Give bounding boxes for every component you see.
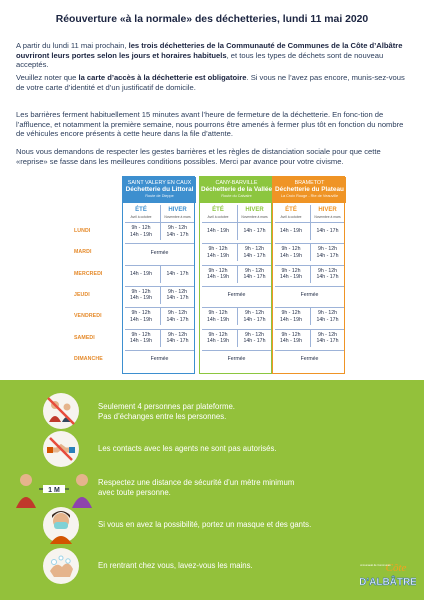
safety-rule-text: Si vous en avez la possibilité, portez un masque et des gants. [98, 520, 312, 529]
cell-divider [237, 266, 238, 283]
svg-text:Côte: Côte [385, 562, 407, 574]
schedule-cell [160, 308, 196, 325]
hours-line: 14h - 17h [166, 295, 189, 302]
schedule-cell [273, 244, 309, 261]
schedule-cell [310, 223, 346, 240]
column-divider [237, 205, 238, 223]
hours-line: 14h - 19h [280, 316, 302, 323]
safety-rule-text: En rentrant chez vous, lavez-vous les mains. [98, 561, 253, 570]
schedule-cell-closed: Fermée [150, 249, 169, 256]
season-label: ÉTÉ [135, 207, 147, 213]
column-divider [310, 205, 311, 223]
hours-line: 14h - 19h [280, 228, 302, 235]
season-label: ÉTÉ [285, 207, 297, 213]
hand-washing-icon [42, 547, 80, 590]
schedule-cell [123, 308, 159, 325]
schedule-cell [123, 223, 159, 240]
schedule-cell-closed: Fermée [300, 356, 319, 363]
svg-text:Communauté de Communes: Communauté de Communes [360, 564, 391, 567]
schedule-cell [160, 266, 196, 283]
cell-divider [160, 308, 161, 325]
hours-line: 9h - 12h [167, 310, 188, 317]
hours-line: 14h - 19h [207, 252, 229, 259]
hours-line: 9h - 12h [244, 246, 265, 253]
cell-divider [237, 244, 238, 261]
season-months: Novembre à mars [164, 214, 191, 219]
cell-divider [237, 223, 238, 240]
season-header [237, 205, 273, 223]
schedule-cell [200, 266, 236, 283]
hours-line: 9h - 12h [281, 331, 301, 338]
season-months: Avril à octobre [280, 214, 302, 219]
season-label: HIVER [245, 207, 264, 213]
hours-line: 14h - 19h [207, 274, 229, 281]
cell-divider [310, 266, 311, 283]
schedule-cell [123, 330, 159, 347]
hours-line: 9h - 12h [317, 310, 338, 317]
cell-divider [310, 330, 311, 347]
season-header [200, 205, 236, 223]
season-months: Novembre à mars [241, 214, 268, 219]
logo-mark [360, 560, 416, 592]
hours-line: 14h - 19h [130, 270, 152, 277]
schedule-cell [273, 308, 309, 325]
hours-line: 14h - 17h [316, 338, 339, 344]
hours-line: 14h - 17h [166, 338, 189, 344]
day-label: VENDREDI [74, 313, 102, 320]
site-address: Route de Dieppe [145, 193, 174, 198]
season-header [273, 205, 309, 223]
schedule-cell [237, 223, 273, 240]
day-label: LUNDI [74, 228, 91, 234]
cell-divider [310, 308, 311, 325]
season-months: Avril à octobre [207, 214, 229, 219]
hours-line: 9h - 12h [131, 288, 151, 295]
season-label: HIVER [168, 207, 187, 213]
day-label: MERCREDI [74, 270, 103, 277]
hours-line: 9h - 12h [244, 267, 265, 274]
hours-line: 9h - 12h [131, 225, 151, 232]
schedule-cell [310, 244, 346, 261]
no-handshake-icon [42, 430, 80, 473]
hours-line: 14h - 19h [280, 274, 302, 281]
schedule-cell [273, 330, 309, 347]
site-address: La Croix Rouge - Rte de Veauville [280, 193, 339, 198]
hours-line: 14h - 19h [207, 228, 229, 235]
safety-rule-text: Respectez une distance de sécurité d’un mètre minimum avec toute personne. [98, 478, 295, 497]
hours-line: 9h - 12h [131, 331, 151, 338]
schedule-cell [200, 244, 236, 261]
cell-divider [237, 308, 238, 325]
hours-line: 9h - 12h [208, 246, 228, 253]
mask-icon [42, 506, 80, 549]
hours-line: 9h - 12h [167, 288, 188, 295]
cell-divider [237, 330, 238, 347]
cell-divider [160, 223, 161, 240]
hours-line: 9h - 12h [208, 267, 228, 274]
season-label: HIVER [318, 207, 337, 213]
hours-line: 14h - 19h [207, 338, 229, 344]
hours-line: 14h - 17h [316, 252, 339, 259]
site-town: SAINT VALERY EN CAUX [127, 180, 192, 186]
hours-line: 14h - 17h [243, 274, 266, 281]
hours-line: 14h - 17h [166, 231, 189, 238]
hours-line: 14h - 17h [166, 316, 189, 323]
hours-line: 9h - 12h [317, 267, 338, 274]
site-column [272, 176, 345, 374]
hours-line: 9h - 12h [317, 246, 338, 253]
hours-line: 14h - 19h [130, 338, 152, 344]
hours-line: 14h - 19h [280, 252, 302, 259]
hours-line: 9h - 12h [167, 225, 188, 232]
column-divider [160, 205, 161, 223]
schedule-cell [200, 223, 236, 240]
day-label: JEUDI [74, 291, 90, 298]
svg-text:D’ALBÂTRE: D’ALBÂTRE [360, 577, 416, 588]
site-town: BRAMETOT [294, 180, 325, 186]
schedule-cell [237, 244, 273, 261]
hours-line: 14h - 19h [130, 295, 152, 302]
season-months: Novembre à mars [314, 214, 341, 219]
site-name: Déchetterie de la Vallée [200, 186, 273, 194]
schedule-cell [123, 287, 159, 304]
access-card-paragraph: Veuillez noter que la carte d’accès à la déchetterie est obligatoire. Si vous ne l’avez pas encore, munis-sez-vous de votre carte d’identité et d’un justificatif de domicile. [16, 73, 405, 92]
cell-divider [160, 266, 161, 283]
day-label: DIMANCHE [74, 355, 103, 362]
site-address: Route du Calvaire [221, 193, 252, 198]
hours-line: 14h - 17h [243, 228, 266, 235]
cell-divider [310, 223, 311, 240]
site-column [199, 176, 272, 374]
schedule-cell [273, 223, 309, 240]
hours-line: 9h - 12h [244, 310, 265, 317]
season-label: ÉTÉ [212, 207, 224, 213]
hours-line: 14h - 17h [243, 316, 266, 323]
season-header [160, 205, 196, 223]
barrier-paragraph: Les barrières ferment habituellement 15 minutes avant l’heure de fermeture de la déchetterie. En fonc-tion de l’affluence, et notamment la première semaine, nous pourrons être amenés à fermer plus tôt en fonction du nombre de véhicules encore présents à cette heure dans la file d’attente. [16, 110, 404, 139]
hours-line: 9h - 12h [208, 331, 228, 338]
intro-paragraph: A partir du lundi 11 mai prochain, les trois déchetteries de la Communauté de Communes de la Côte d’Albâtre ouvriront leurs portes selon les jours et horaires habituels, et tous les types de déchets sont de nouveau acceptés. [16, 41, 403, 70]
site-header [273, 177, 346, 203]
svg-text:1 M: 1 M [48, 487, 60, 494]
page-title: Réouverture «à la normale» des déchetteries, lundi 11 mai 2020 [55, 14, 369, 25]
hours-line: 9h - 12h [208, 310, 228, 317]
safety-rule-text: Les contacts avec les agents ne sont pas autorisés. [98, 444, 277, 453]
day-label: MARDI [74, 249, 92, 256]
hours-line: 14h - 17h [316, 274, 339, 281]
hours-line: 14h - 19h [130, 231, 152, 238]
hours-line: 14h - 19h [130, 316, 152, 323]
hours-line: 9h - 12h [281, 246, 301, 253]
hours-line: 9h - 12h [167, 331, 188, 338]
site-town: CANY-BARVILLE [215, 180, 258, 186]
season-months: Avril à octobre [130, 214, 152, 219]
season-header [310, 205, 346, 223]
cell-divider [160, 330, 161, 347]
hours-line: 9h - 12h [281, 267, 301, 274]
cell-divider [310, 244, 311, 261]
schedule-cell-closed: Fermée [150, 356, 169, 363]
schedule-cell [200, 330, 236, 347]
site-header [200, 177, 273, 203]
site-column [122, 176, 195, 374]
schedule-cell [310, 266, 346, 283]
schedule-cell [200, 308, 236, 325]
schedule-cell [273, 266, 309, 283]
schedule-cell [310, 330, 346, 347]
cote-albatre-logo [360, 560, 416, 592]
hours-line: 9h - 12h [317, 331, 338, 338]
site-name: Déchetterie du Plateau [275, 186, 344, 194]
safety-rule-text: Seulement 4 personnes par plateforme. Pas d’échanges entre les personnes. [98, 402, 235, 421]
schedule-cell-closed: Fermée [227, 292, 246, 299]
hours-line: 14h - 17h [316, 228, 339, 235]
schedule-cell-closed: Fermée [227, 356, 246, 363]
hours-line: 14h - 17h [166, 270, 189, 277]
schedule-cell [123, 266, 159, 283]
hours-line: 14h - 19h [280, 338, 302, 344]
hours-line: 9h - 12h [281, 310, 301, 317]
schedule-cell-closed: Fermée [300, 292, 319, 299]
hours-line: 9h - 12h [244, 331, 265, 338]
day-label: SAMEDI [74, 334, 95, 341]
hours-line: 9h - 12h [131, 310, 151, 317]
schedule-cell [160, 287, 196, 304]
site-name: Déchetterie du Littoral [125, 186, 194, 194]
cell-divider [160, 287, 161, 304]
schedule-cell [237, 266, 273, 283]
no-exchange-icon [42, 392, 80, 435]
schedule-cell [237, 330, 273, 347]
hours-line: 14h - 17h [243, 252, 266, 259]
schedule-cell [160, 330, 196, 347]
site-header [123, 177, 196, 203]
season-header [123, 205, 159, 223]
civism-paragraph: Nous vous demandons de respecter les gestes barrières et les règles de distanciation sociale pour que cette «reprise» se fasse dans les meilleures conditions possibles. Merci par avance pour votre civisme. [16, 147, 381, 166]
hours-line: 14h - 17h [316, 316, 339, 323]
hours-line: 14h - 17h [243, 338, 266, 344]
schedule-cell [237, 308, 273, 325]
hours-line: 14h - 19h [207, 316, 229, 323]
schedule-cell [160, 223, 196, 240]
schedule-cell [310, 308, 346, 325]
